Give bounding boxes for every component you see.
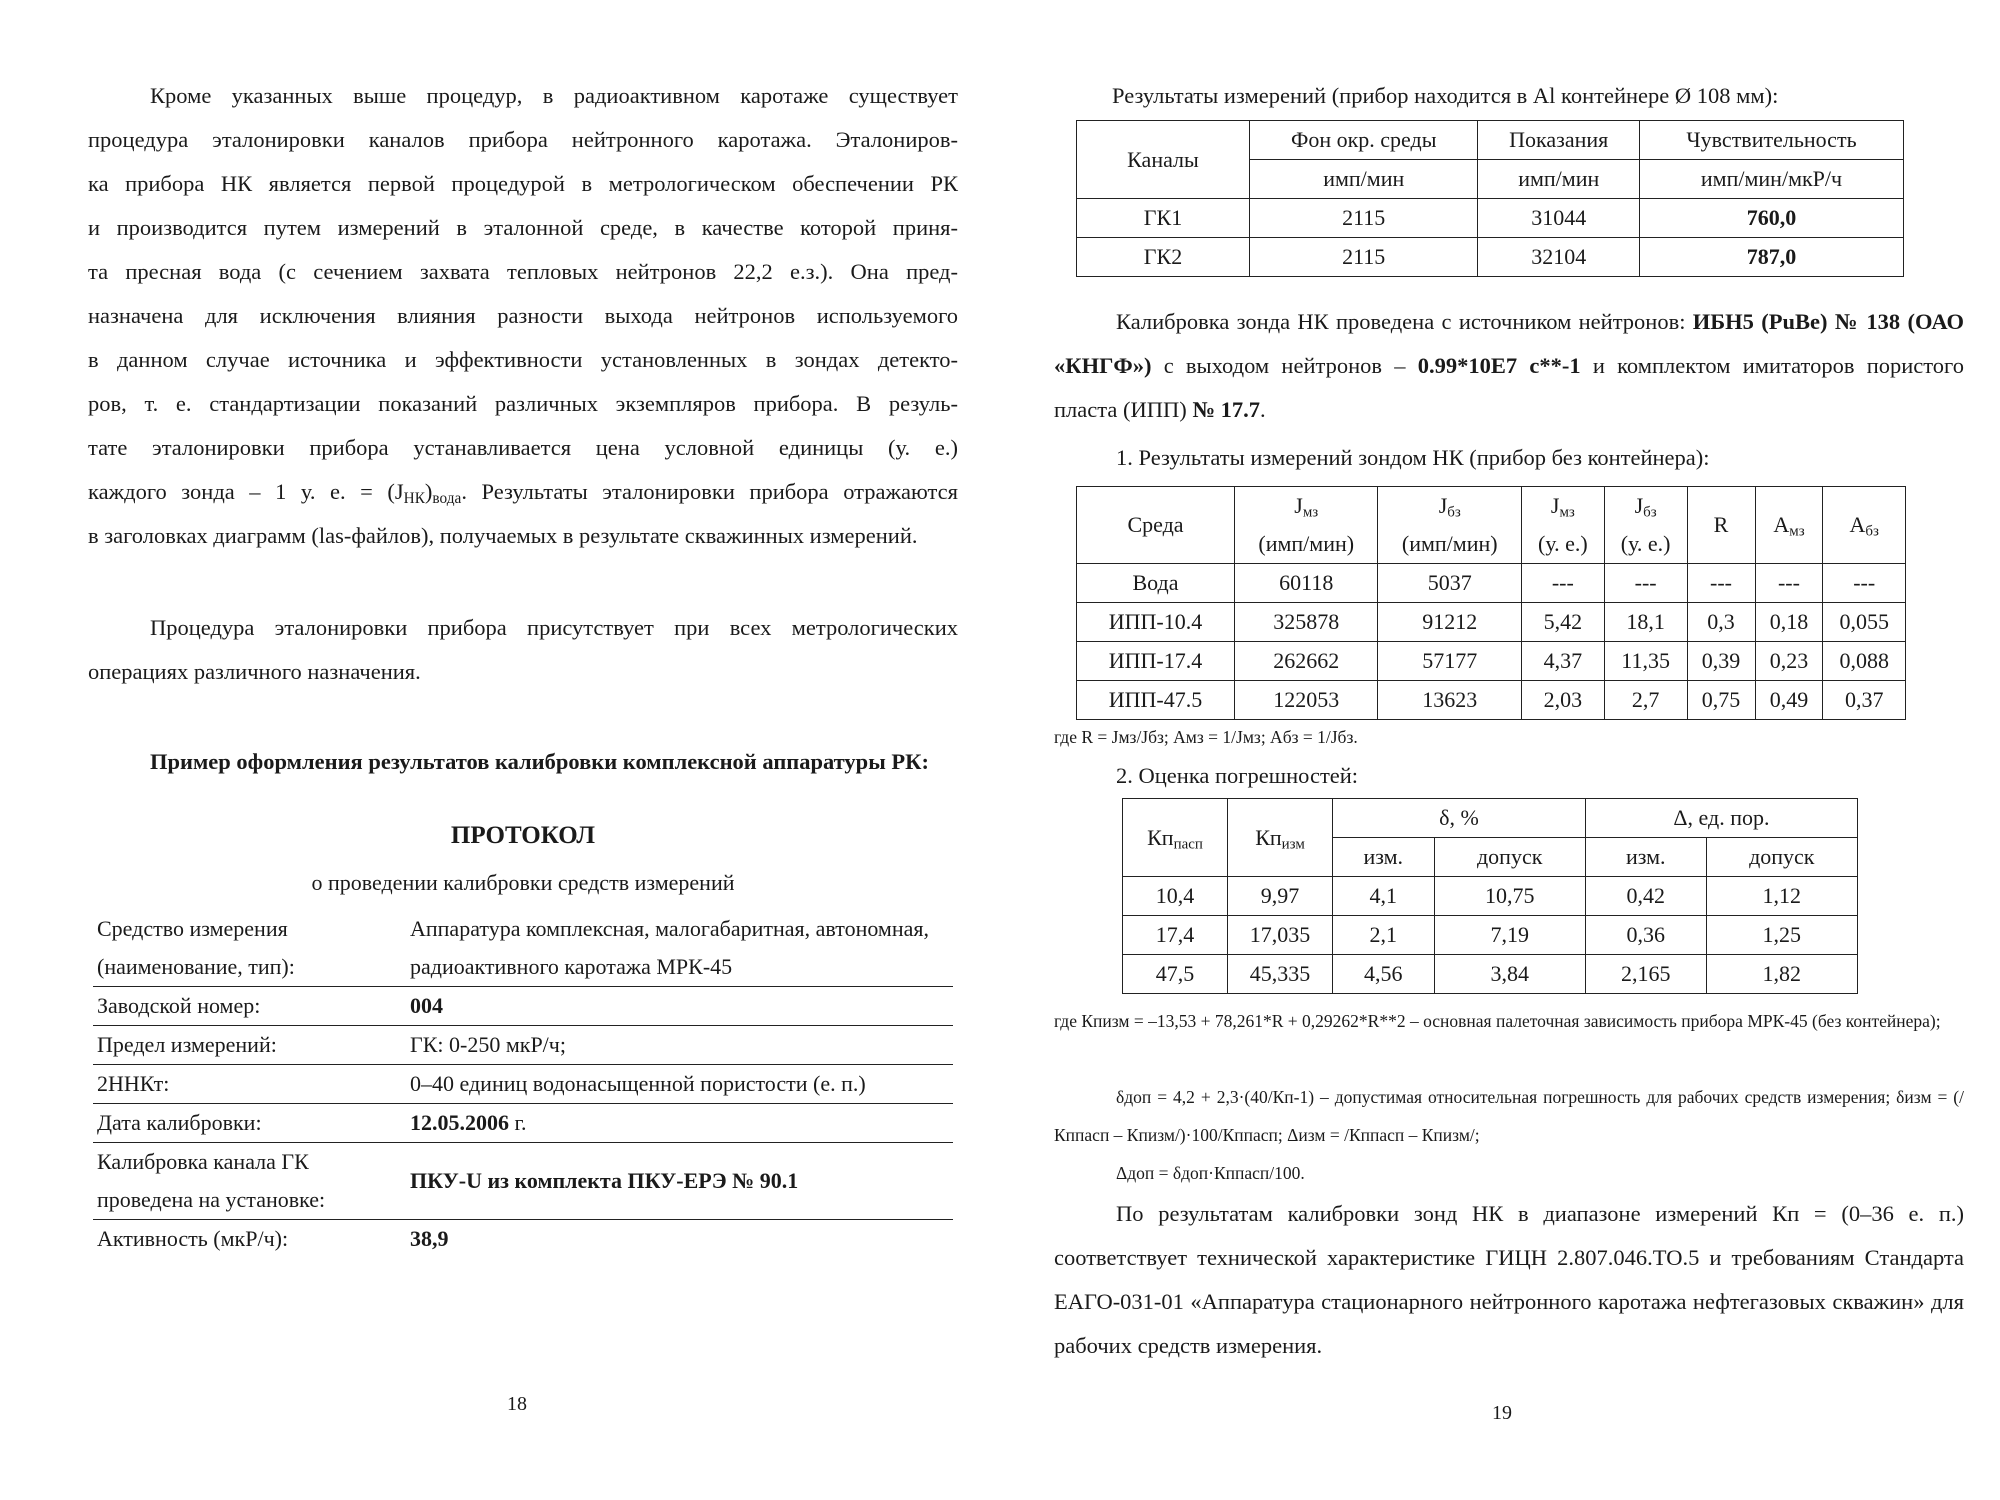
intro-formula-line: каждого зонда – 1 у. е. = $(J_{НК})_{вода}$. Результаты эталонировки прибора отражаются: [88, 479, 958, 507]
intro-line: ка прибора НК является первой процедурой в метрологическом обеспечении РК: [88, 171, 958, 196]
table-cell: 2115: [1250, 238, 1478, 277]
table-cell: 262662: [1235, 642, 1378, 681]
table-cell: ГК2: [1077, 238, 1250, 277]
table-cell: ---: [1687, 564, 1755, 603]
table-cell: ИПП-10.4: [1077, 603, 1235, 642]
right-page: [1000, 0, 2000, 1500]
table-cell: 7,19: [1434, 916, 1585, 955]
table-row: [1123, 955, 1858, 994]
info-key: Предел измерений:: [93, 1026, 406, 1065]
gk-unit-cell: имп/мин: [1250, 160, 1478, 199]
intro-line: та пресная вода (с сечением захвата тепловых нейтронов 22,2 е.з.). Она пред-: [88, 259, 958, 284]
table-row: [1123, 877, 1858, 916]
table-cell: 0,42: [1585, 877, 1706, 916]
table-cell: 1,82: [1706, 955, 1857, 994]
gk-header-cell: Каналы: [1077, 121, 1250, 199]
table-row: [1077, 681, 1906, 720]
table-cell: 18,1: [1604, 603, 1687, 642]
info-row: [93, 1026, 953, 1065]
info-key: Дата калибровки:: [93, 1104, 406, 1143]
table-cell: 787,0: [1640, 238, 1904, 277]
table-cell: ИПП-47.5: [1077, 681, 1235, 720]
err-subheader-cell: допуск: [1706, 838, 1857, 877]
table-cell: 10,4: [1123, 877, 1228, 916]
table-cell: 17,035: [1228, 916, 1333, 955]
table-cell: 1,25: [1706, 916, 1857, 955]
table-cell: ---: [1604, 564, 1687, 603]
table-row: [1077, 199, 1904, 238]
nk-header-cell: Среда: [1077, 487, 1235, 564]
nk-unit-cell: (у. е.): [1521, 525, 1604, 564]
table-cell: 2115: [1250, 199, 1478, 238]
protocol-info-table: [93, 910, 953, 1258]
table-cell: 0,39: [1687, 642, 1755, 681]
err-header-cell: $Кп_{изм}$: [1228, 799, 1333, 877]
table-cell: ГК1: [1077, 199, 1250, 238]
table-cell: 5,42: [1521, 603, 1604, 642]
table-cell: 0,23: [1755, 642, 1823, 681]
err-subheader-cell: изм.: [1333, 838, 1435, 877]
table-cell: 325878: [1235, 603, 1378, 642]
protocol-title: ПРОТОКОЛ: [450, 822, 596, 849]
table-cell: 2,165: [1585, 955, 1706, 994]
nk-title: 1. Результаты измерений зондом НК (прибор без контейнера):: [1116, 445, 1710, 470]
table-cell: 13623: [1378, 681, 1521, 720]
table-cell: 1,12: [1706, 877, 1857, 916]
intro-line: Кроме указанных выше процедур, в радиоактивном каротаже существует: [150, 83, 958, 108]
intro-line: процедура эталонировки каналов прибора нейтронного каротажа. Эталониров-: [88, 127, 958, 152]
intro-line: тате эталонировки прибора устанавливается цена условной единицы (у. е.): [88, 435, 958, 460]
info-row: [93, 1143, 953, 1220]
table-cell: 122053: [1235, 681, 1378, 720]
table-cell: 9,97: [1228, 877, 1333, 916]
gk-unit-cell: имп/мин/мкР/ч: [1640, 160, 1904, 199]
table-cell: 0,3: [1687, 603, 1755, 642]
table-cell: 4,56: [1333, 955, 1435, 994]
info-value: 38,9: [410, 1226, 449, 1251]
table-cell: 0,18: [1755, 603, 1823, 642]
info-row: [93, 1220, 953, 1259]
table-cell: ИПП-17.4: [1077, 642, 1235, 681]
info-row: [93, 987, 953, 1026]
info-value: 0–40 единиц водонасыщенной пористости (е. п.): [406, 1065, 953, 1104]
table-cell: 0,055: [1823, 603, 1906, 642]
procedure-paragraph: Процедура эталонировки прибора присутствует при всех метрологических операциях различного назначения.: [88, 615, 958, 684]
table-cell: 31044: [1478, 199, 1640, 238]
err-header-cell: δ, %: [1333, 799, 1586, 838]
gk-header-cell: Чувствительность: [1640, 121, 1904, 160]
gk-header-cell: Фон окр. среды: [1250, 121, 1478, 160]
table-cell: 32104: [1478, 238, 1640, 277]
nk-unit-cell: (имп/мин): [1235, 525, 1378, 564]
table-cell: Вода: [1077, 564, 1235, 603]
nk-results-table: [1076, 486, 1906, 720]
err-subheader-cell: допуск: [1434, 838, 1585, 877]
page-number-left: 18: [507, 1393, 527, 1415]
conclusion-paragraph: По результатам калибровки зонд НК в диапазоне измерений Кп = (0–36 е. п.) соответствует технической характеристике ГИЦН 2.807.046.ТО.5 и требованиям Стандарта ЕАГО-031-01 «Аппаратура стационарного нейтронного каротажа нефтегазовых скважин» для рабочих средств измерения.: [1054, 1201, 1964, 1358]
nk-header-cell: $A_{бз}$: [1823, 487, 1906, 564]
intro-line: ров, т. е. стандартизации показаний различных экземпляров прибора. В резуль-: [88, 391, 958, 416]
info-value: ГК: 0-250 мкР/ч;: [406, 1026, 953, 1065]
formula-note-3: Δдоп = δдоп·Кппасп/100.: [1116, 1163, 1305, 1183]
table-cell: ---: [1521, 564, 1604, 603]
table-row: [1077, 603, 1906, 642]
table-cell: 57177: [1378, 642, 1521, 681]
info-row: [93, 910, 953, 987]
formula-note-2: δдоп = 4,2 + 2,3·(40/Кп-1) – допустимая относительная погрешность для рабочих средств измерения; δизм = (/Кппасп – Кпизм/)·100/Кппасп; Δизм = /Кппасп – Кпизм/;: [1054, 1087, 1964, 1145]
nk-header-cell: $J_{бз}$: [1604, 487, 1687, 526]
info-key: Средство измерения (наименование, тип):: [93, 910, 406, 987]
table-row: [1077, 642, 1906, 681]
info-key: Калибровка канала ГК проведена на установке:: [93, 1143, 406, 1220]
error-table: [1122, 798, 1858, 994]
info-row: [93, 1104, 953, 1143]
table-cell: ---: [1755, 564, 1823, 603]
err-title: 2. Оценка погрешностей:: [1116, 763, 1359, 788]
table-cell: 45,335: [1228, 955, 1333, 994]
table-cell: 0,75: [1687, 681, 1755, 720]
intro-line: в данном случае источника и эффективности установленных в зондах детекто-: [88, 347, 958, 372]
info-value: 004: [406, 987, 953, 1026]
table-cell: 0,49: [1755, 681, 1823, 720]
nk-note: где R = Jмз/Jбз; Aмз = 1/Jмз; Aбз = 1/Jбз.: [1054, 727, 1358, 747]
table-cell: 47,5: [1123, 955, 1228, 994]
gk-results-table: [1076, 120, 1904, 277]
nk-unit-cell: (имп/мин): [1378, 525, 1521, 564]
table-cell: 760,0: [1640, 199, 1904, 238]
intro-line: и производится путем измерений в эталонной среде, в качестве которой приня-: [88, 215, 958, 240]
table-row: [1077, 564, 1906, 603]
table-row: [1077, 238, 1904, 277]
intro-line: назначена для исключения влияния разности выхода нейтронов используемого: [88, 303, 958, 328]
table-cell: 3,84: [1434, 955, 1585, 994]
intro-paragraph: [88, 74, 958, 558]
nk-header-cell: $J_{мз}$: [1521, 487, 1604, 526]
nk-header-cell: R: [1687, 487, 1755, 564]
meas-title: Результаты измерений (прибор находится в Al контейнере Ø 108 мм):: [1112, 83, 1779, 108]
table-cell: 5037: [1378, 564, 1521, 603]
nk-header-cell: $A_{мз}$: [1755, 487, 1823, 564]
table-cell: 4,37: [1521, 642, 1604, 681]
table-cell: 0,36: [1585, 916, 1706, 955]
table-cell: ---: [1823, 564, 1906, 603]
info-key: 2ННКт:: [93, 1065, 406, 1104]
info-value: Аппаратура комплексная, малогабаритная, автономная, радиоактивного каротажа МРК-45: [406, 910, 953, 987]
table-cell: 91212: [1378, 603, 1521, 642]
err-header-cell: $Кп_{пасп}$: [1123, 799, 1228, 877]
nk-header-cell: $J_{бз}$: [1378, 487, 1521, 526]
table-cell: 2,7: [1604, 681, 1687, 720]
info-value: ПКУ-U из комплекта ПКУ-ЕРЭ № 90.1: [406, 1143, 953, 1220]
table-cell: 11,35: [1604, 642, 1687, 681]
table-cell: 0,088: [1823, 642, 1906, 681]
protocol-subtitle: о проведении калибровки средств измерений: [311, 870, 735, 895]
table-cell: 17,4: [1123, 916, 1228, 955]
table-cell: 4,1: [1333, 877, 1435, 916]
info-key: Заводской номер:: [93, 987, 406, 1026]
calibration-paragraph: Калибровка зонда НК проведена с источником нейтронов: ИБН5 (PuBe) № 138 (ОАО «КНГФ») с выходом нейтронов – 0.99*10E7 c**-1 и комплектом имитаторов пористого пласта (ИПП) № 17.7.: [1054, 309, 1965, 422]
intro-tail: в заголовках диаграмм (las-файлов), получаемых в результате скважинных измерений.: [88, 523, 918, 548]
table-cell: 60118: [1235, 564, 1378, 603]
table-cell: 10,75: [1434, 877, 1585, 916]
gk-header-cell: Показания: [1478, 121, 1640, 160]
page-number-right: 19: [1492, 1402, 1512, 1424]
example-heading: Пример оформления результатов калибровки комплексной аппаратуры РК:: [150, 749, 929, 774]
err-subheader-cell: изм.: [1585, 838, 1706, 877]
nk-unit-cell: (у. е.): [1604, 525, 1687, 564]
table-cell: 2,03: [1521, 681, 1604, 720]
info-row: [93, 1065, 953, 1104]
table-cell: 2,1: [1333, 916, 1435, 955]
nk-header-cell: $J_{мз}$: [1235, 487, 1378, 526]
gk-unit-cell: имп/мин: [1478, 160, 1640, 199]
table-cell: 0,37: [1823, 681, 1906, 720]
err-header-cell: Δ, ед. пор.: [1585, 799, 1857, 838]
formula-note-1: где Кпизм = –13,53 + 78,261*R + 0,29262*R**2 – основная палеточная зависимость прибора МРК-45 (без контейнера);: [1054, 1011, 1941, 1031]
info-value: 12.05.2006 г.: [406, 1104, 953, 1143]
info-key: Активность (мкР/ч):: [97, 1226, 289, 1251]
table-row: [1123, 916, 1858, 955]
